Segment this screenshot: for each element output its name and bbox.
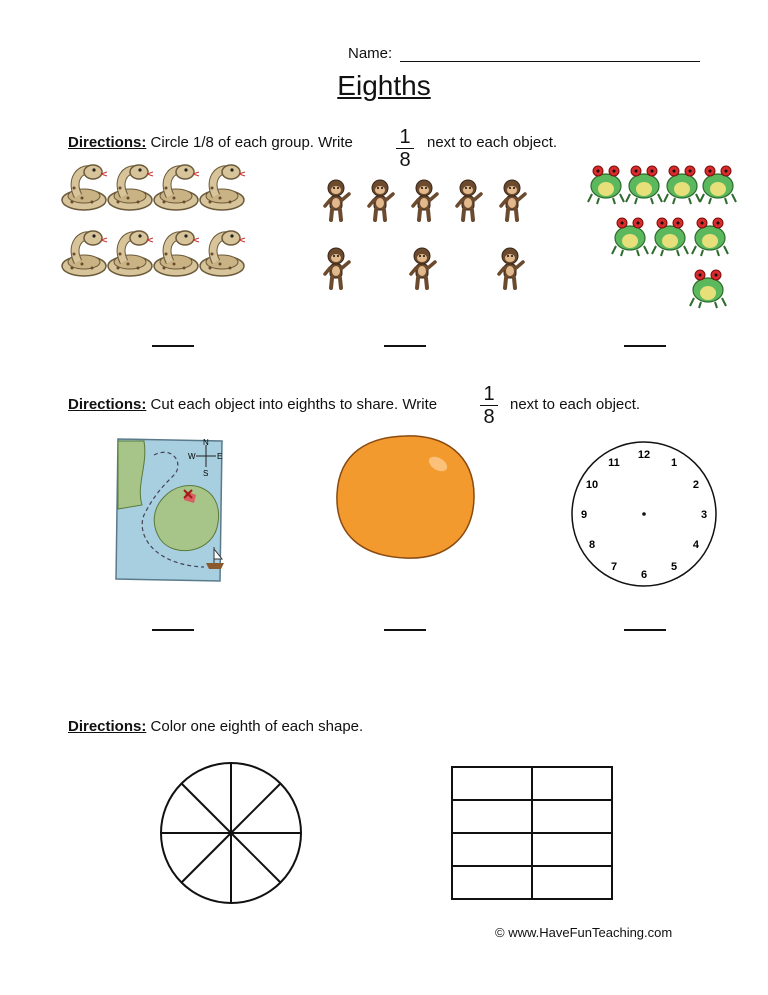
directions-1-label: Directions: <box>68 134 147 151</box>
frog-icon <box>626 166 662 204</box>
name-label: Name: <box>348 45 393 62</box>
clock-number-9: 9 <box>580 509 588 521</box>
clock-number-7: 7 <box>610 560 618 573</box>
directions-2-text: Cut each object into eighths to share. Write <box>150 396 438 413</box>
clock-icon <box>570 440 718 588</box>
snake-group <box>58 160 258 290</box>
clock-number-11: 11 <box>608 457 620 470</box>
clock-number-3: 3 <box>700 509 708 521</box>
frog-group <box>585 162 755 322</box>
circle-eighths-shape[interactable] <box>159 761 303 905</box>
compass-e: E <box>217 452 223 461</box>
name-line[interactable] <box>400 61 700 62</box>
directions-3 <box>68 718 363 735</box>
answer-line-frogs[interactable] <box>624 345 666 347</box>
frog-icon <box>652 218 688 256</box>
directions-2-label: Directions: <box>68 396 147 413</box>
clock-number-8: 8 <box>588 539 596 551</box>
fraction-2 <box>478 384 500 427</box>
monkey-icon <box>369 180 393 220</box>
frog-icon <box>692 218 728 256</box>
compass-s: S <box>203 469 209 478</box>
snake-icon <box>108 165 153 210</box>
snake-icon <box>200 165 245 210</box>
snake-icon <box>62 231 107 276</box>
fraction-1-numerator: 1 <box>399 126 411 148</box>
monkey-icon <box>501 180 525 220</box>
frog-icon <box>612 218 648 256</box>
answer-line-orange[interactable] <box>384 629 426 631</box>
clock-number-1: 1 <box>670 457 678 470</box>
fraction-2-denominator: 8 <box>483 406 495 428</box>
directions-2 <box>68 396 437 413</box>
snake-icon <box>62 165 107 210</box>
answer-line-monkeys[interactable] <box>384 345 426 347</box>
snake-icon <box>154 231 199 276</box>
rectangle-eighths-shape[interactable] <box>451 766 613 900</box>
monkey-icon <box>325 248 349 288</box>
frog-icon <box>588 166 624 204</box>
directions-1-text: Circle 1/8 of each group. Write <box>150 134 353 151</box>
compass-n: N <box>203 438 209 447</box>
answer-line-clock[interactable] <box>624 629 666 631</box>
monkey-icon <box>499 248 523 288</box>
frog-icon <box>690 270 726 308</box>
footer-copyright: © www.HaveFunTeaching.com <box>495 925 673 940</box>
snake-icon <box>200 231 245 276</box>
directions-1 <box>68 134 353 151</box>
fraction-2-numerator: 1 <box>483 383 495 405</box>
clock-number-2: 2 <box>692 479 700 491</box>
directions-3-text: Color one eighth of each shape. <box>150 718 364 735</box>
fraction-1 <box>394 127 416 170</box>
clock-number-6: 6 <box>640 569 648 581</box>
frog-icon <box>664 166 700 204</box>
monkey-icon <box>413 180 437 220</box>
monkey-icon <box>325 180 349 220</box>
snake-icon <box>154 165 199 210</box>
compass-w: W <box>188 452 196 461</box>
orange-icon <box>333 432 478 562</box>
monkey-icon <box>457 180 481 220</box>
clock-number-12: 12 <box>637 449 651 461</box>
directions-2-after: next to each object. <box>510 396 641 413</box>
directions-3-label: Directions: <box>68 718 147 735</box>
directions-1-after: next to each object. <box>427 134 558 151</box>
clock-number-10: 10 <box>585 479 599 491</box>
frog-icon <box>700 166 736 204</box>
answer-line-snakes[interactable] <box>152 345 194 347</box>
monkey-icon <box>411 248 435 288</box>
fraction-1-denominator: 8 <box>399 149 411 171</box>
answer-line-map[interactable] <box>152 629 194 631</box>
treasure-map-icon <box>114 435 226 585</box>
clock-number-5: 5 <box>670 560 678 573</box>
clock-number-4: 4 <box>692 539 700 551</box>
snake-icon <box>108 231 153 276</box>
monkey-group <box>318 178 538 308</box>
page-title: Eighths <box>337 70 431 101</box>
